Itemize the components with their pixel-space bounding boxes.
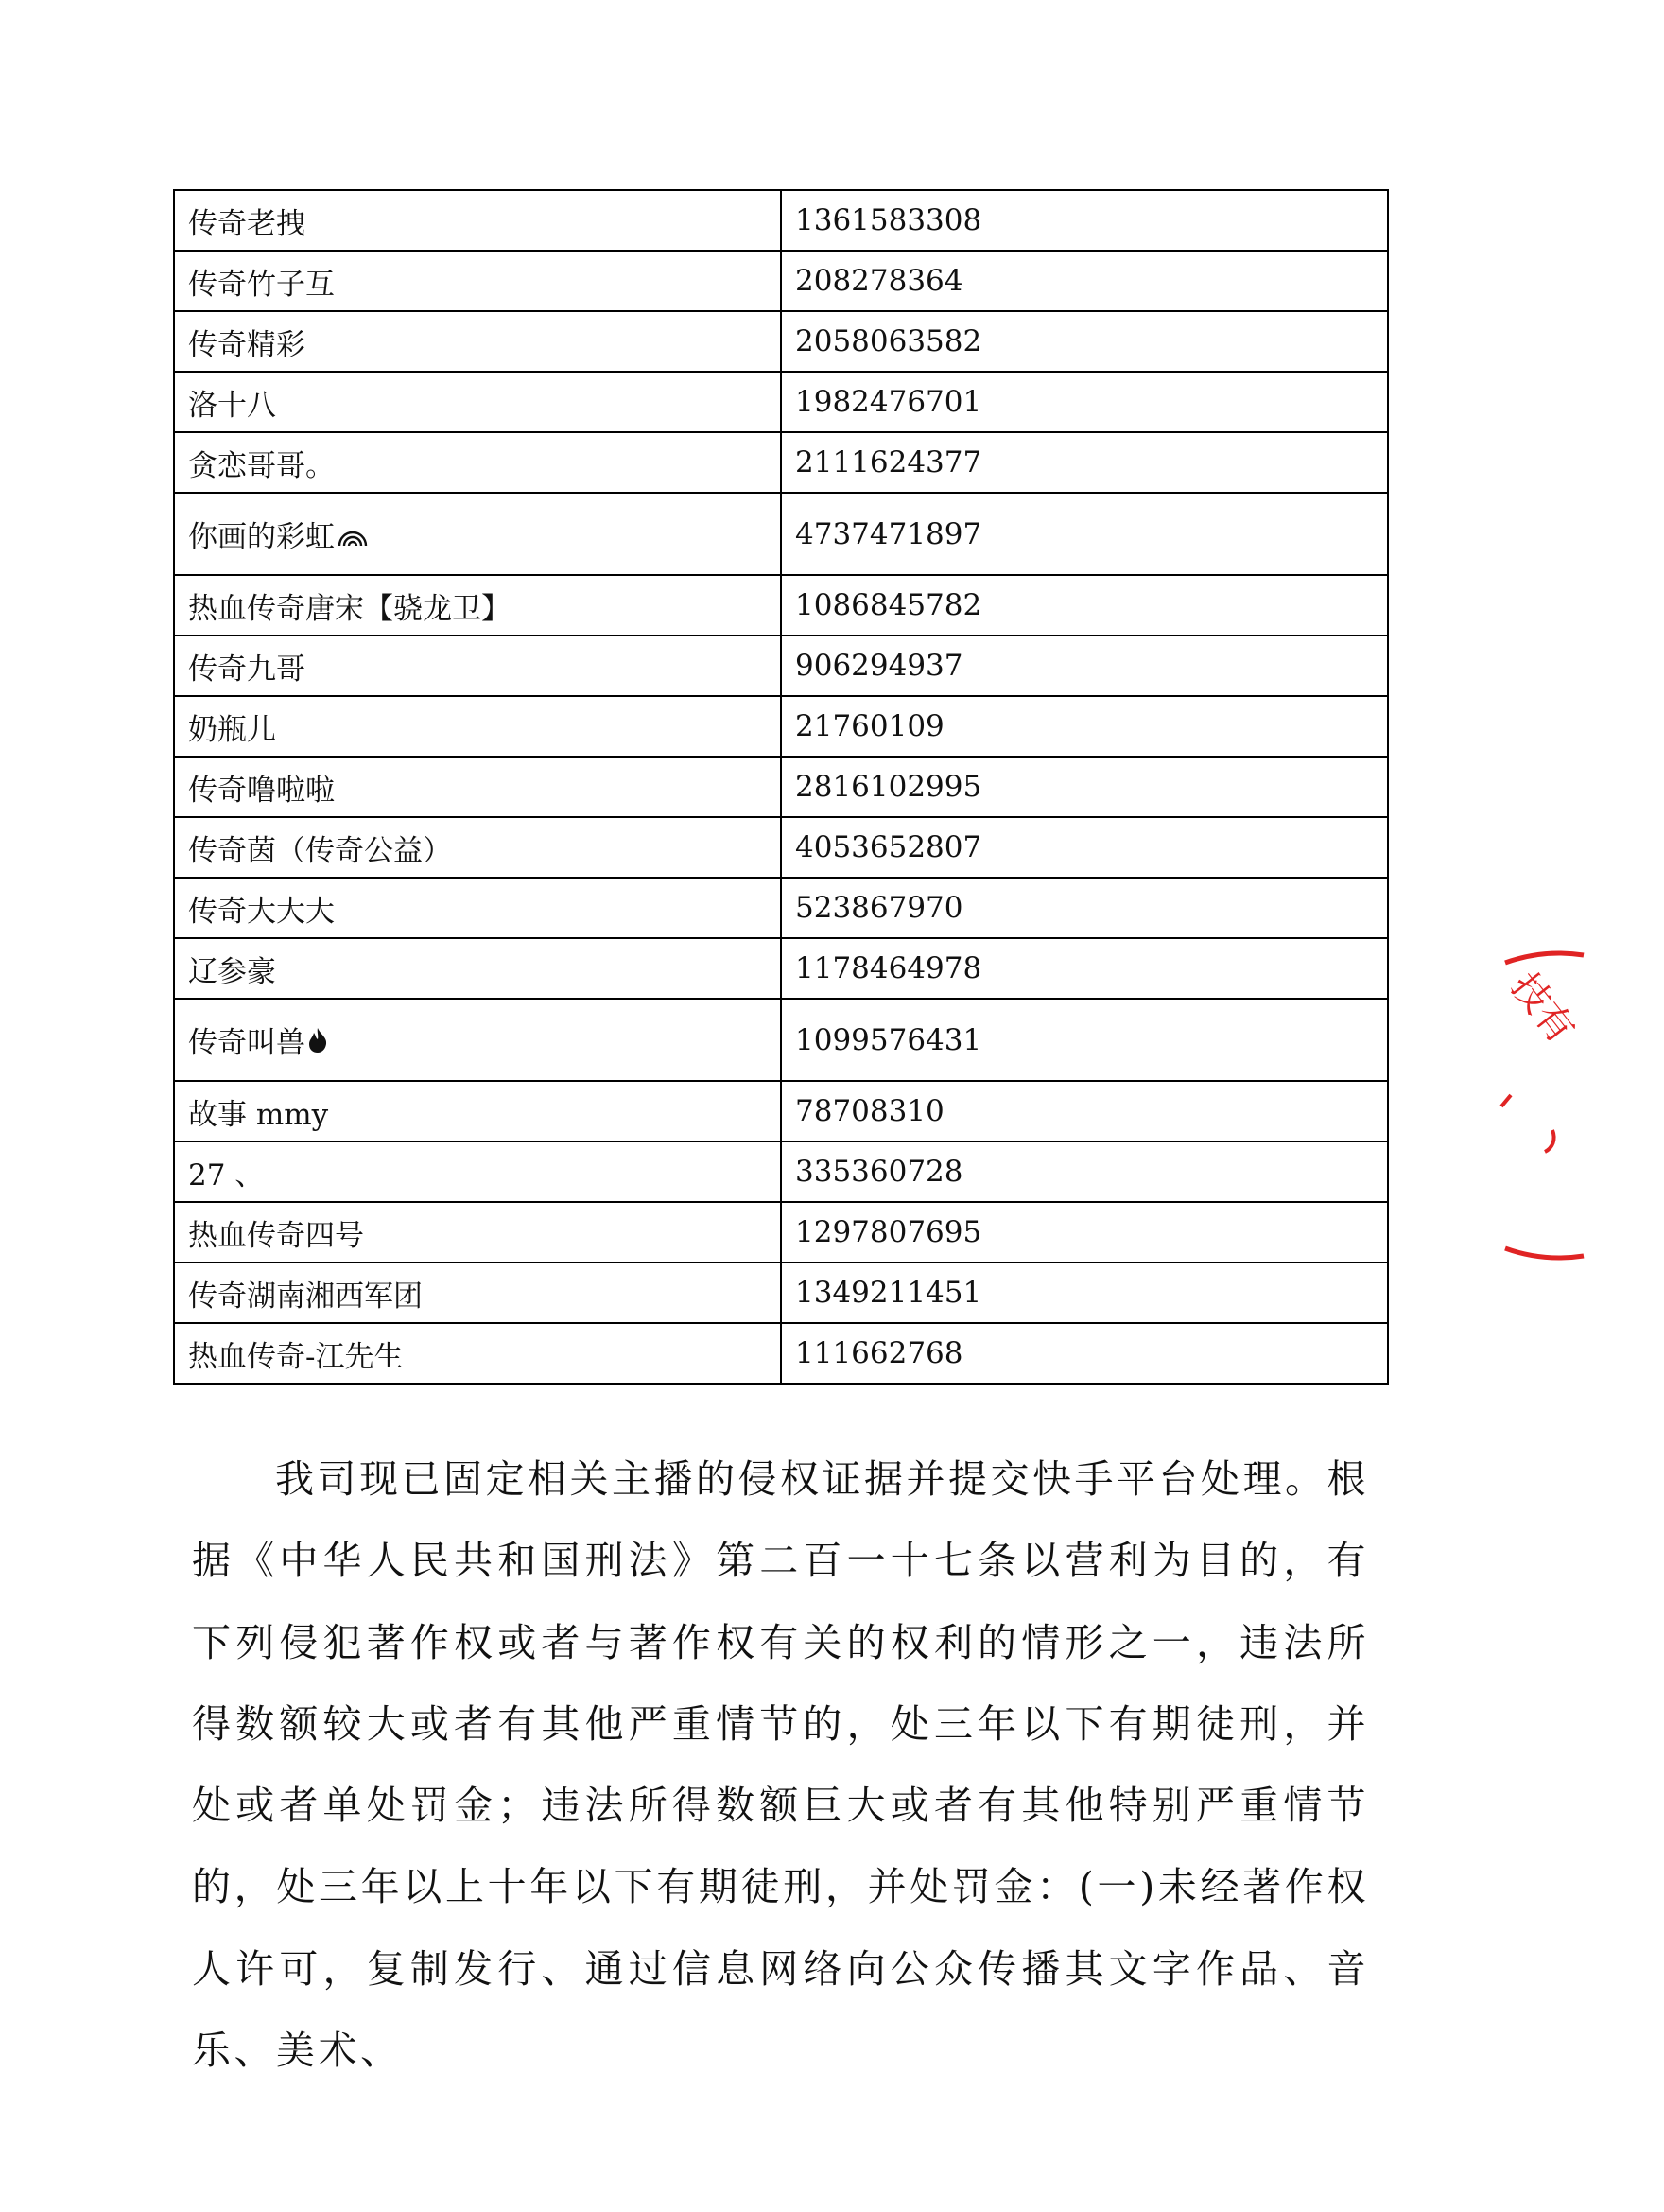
table-row (174, 878, 1388, 938)
account-name-cell: 热血传奇唐宋【骁龙卫】 (174, 575, 781, 636)
seal-ring (1505, 1248, 1584, 1258)
account-name-text: 你画的彩虹 (188, 519, 335, 554)
table-row (174, 1081, 1388, 1141)
table-row (174, 575, 1388, 636)
account-id-cell: 1297807695 (781, 1202, 1388, 1263)
account-id-cell: 1982476701 (781, 372, 1388, 432)
table-row (174, 696, 1388, 757)
table-row (174, 432, 1388, 493)
table-row (174, 1141, 1388, 1202)
table-row (174, 757, 1388, 817)
seal-mark (1545, 1130, 1554, 1152)
table-row (174, 251, 1388, 311)
seal-text: 技有 (1501, 965, 1584, 1052)
account-name-cell: 传奇精彩 (174, 311, 781, 372)
account-name-cell: 辽参豪 (174, 938, 781, 999)
account-name-cell: 传奇茵（传奇公益） (174, 817, 781, 878)
account-id-cell: 78708310 (781, 1081, 1388, 1141)
account-name-cell: 奶瓶儿 (174, 696, 781, 757)
company-seal (1494, 946, 1664, 1267)
seal-ring (1505, 953, 1584, 963)
table-row (174, 1202, 1388, 1263)
account-id-cell: 1349211451 (781, 1263, 1388, 1323)
account-name-cell: 传奇噜啦啦 (174, 757, 781, 817)
account-id-cell: 1178464978 (781, 938, 1388, 999)
table-row (174, 1263, 1388, 1323)
table-row (174, 372, 1388, 432)
account-id-cell: 1086845782 (781, 575, 1388, 636)
account-id-cell: 1361583308 (781, 190, 1388, 251)
account-id-cell: 335360728 (781, 1141, 1388, 1202)
table-row (174, 311, 1388, 372)
account-name-cell (174, 493, 781, 575)
streamer-account-table (173, 189, 1389, 1385)
rainbow-icon (337, 521, 369, 555)
account-name-cell: 27 、 (174, 1141, 781, 1202)
seal-mark (1501, 1095, 1511, 1106)
account-id-cell: 21760109 (781, 696, 1388, 757)
account-name-cell: 洛十八 (174, 372, 781, 432)
table-row (174, 190, 1388, 251)
account-name-cell: 传奇老拽 (174, 190, 781, 251)
account-name-cell: 贪恋哥哥。 (174, 432, 781, 493)
account-id-cell: 208278364 (781, 251, 1388, 311)
table-row (174, 636, 1388, 696)
table-row (174, 817, 1388, 878)
account-name-cell: 传奇九哥 (174, 636, 781, 696)
account-name-cell (174, 999, 781, 1081)
account-name-cell: 热血传奇四号 (174, 1202, 781, 1263)
account-id-cell: 1099576431 (781, 999, 1388, 1081)
account-id-cell: 2058063582 (781, 311, 1388, 372)
account-name-cell: 传奇大大大 (174, 878, 781, 938)
account-name-cell: 热血传奇-江先生 (174, 1323, 781, 1384)
table-row (174, 999, 1388, 1081)
legal-paragraph: 我司现已固定相关主播的侵权证据并提交快手平台处理。根据《中华人民共和国刑法》第二百一十七条以营利为目的，有下列侵犯著作权或者与著作权有关的权利的情形之一，违法所得数额较大或者有其他严重情节的，处三年以下有期徒刑，并处或者单处罚金；违法所得数额巨大或者有其他特别严重情节的，处三年以上十年以下有期徒刑，并处罚金：(一)未经著作权人许可，复制发行、通过信息网络向公众传播其文字作品、音乐、美术、 (192, 1456, 1369, 2074)
account-id-cell: 111662768 (781, 1323, 1388, 1384)
account-name-cell: 传奇湖南湘西军团 (174, 1263, 781, 1323)
account-id-cell: 906294937 (781, 636, 1388, 696)
account-name-text: 传奇叫兽 (188, 1025, 305, 1060)
flame-icon (307, 1027, 328, 1061)
account-id-cell: 4053652807 (781, 817, 1388, 878)
account-id-cell: 523867970 (781, 878, 1388, 938)
table-row (174, 938, 1388, 999)
account-id-cell: 2816102995 (781, 757, 1388, 817)
account-name-cell: 传奇竹子互 (174, 251, 781, 311)
account-id-cell: 4737471897 (781, 493, 1388, 575)
table-row (174, 1323, 1388, 1384)
table-row (174, 493, 1388, 575)
account-name-cell: 故事 mmy (174, 1081, 781, 1141)
account-id-cell: 2111624377 (781, 432, 1388, 493)
